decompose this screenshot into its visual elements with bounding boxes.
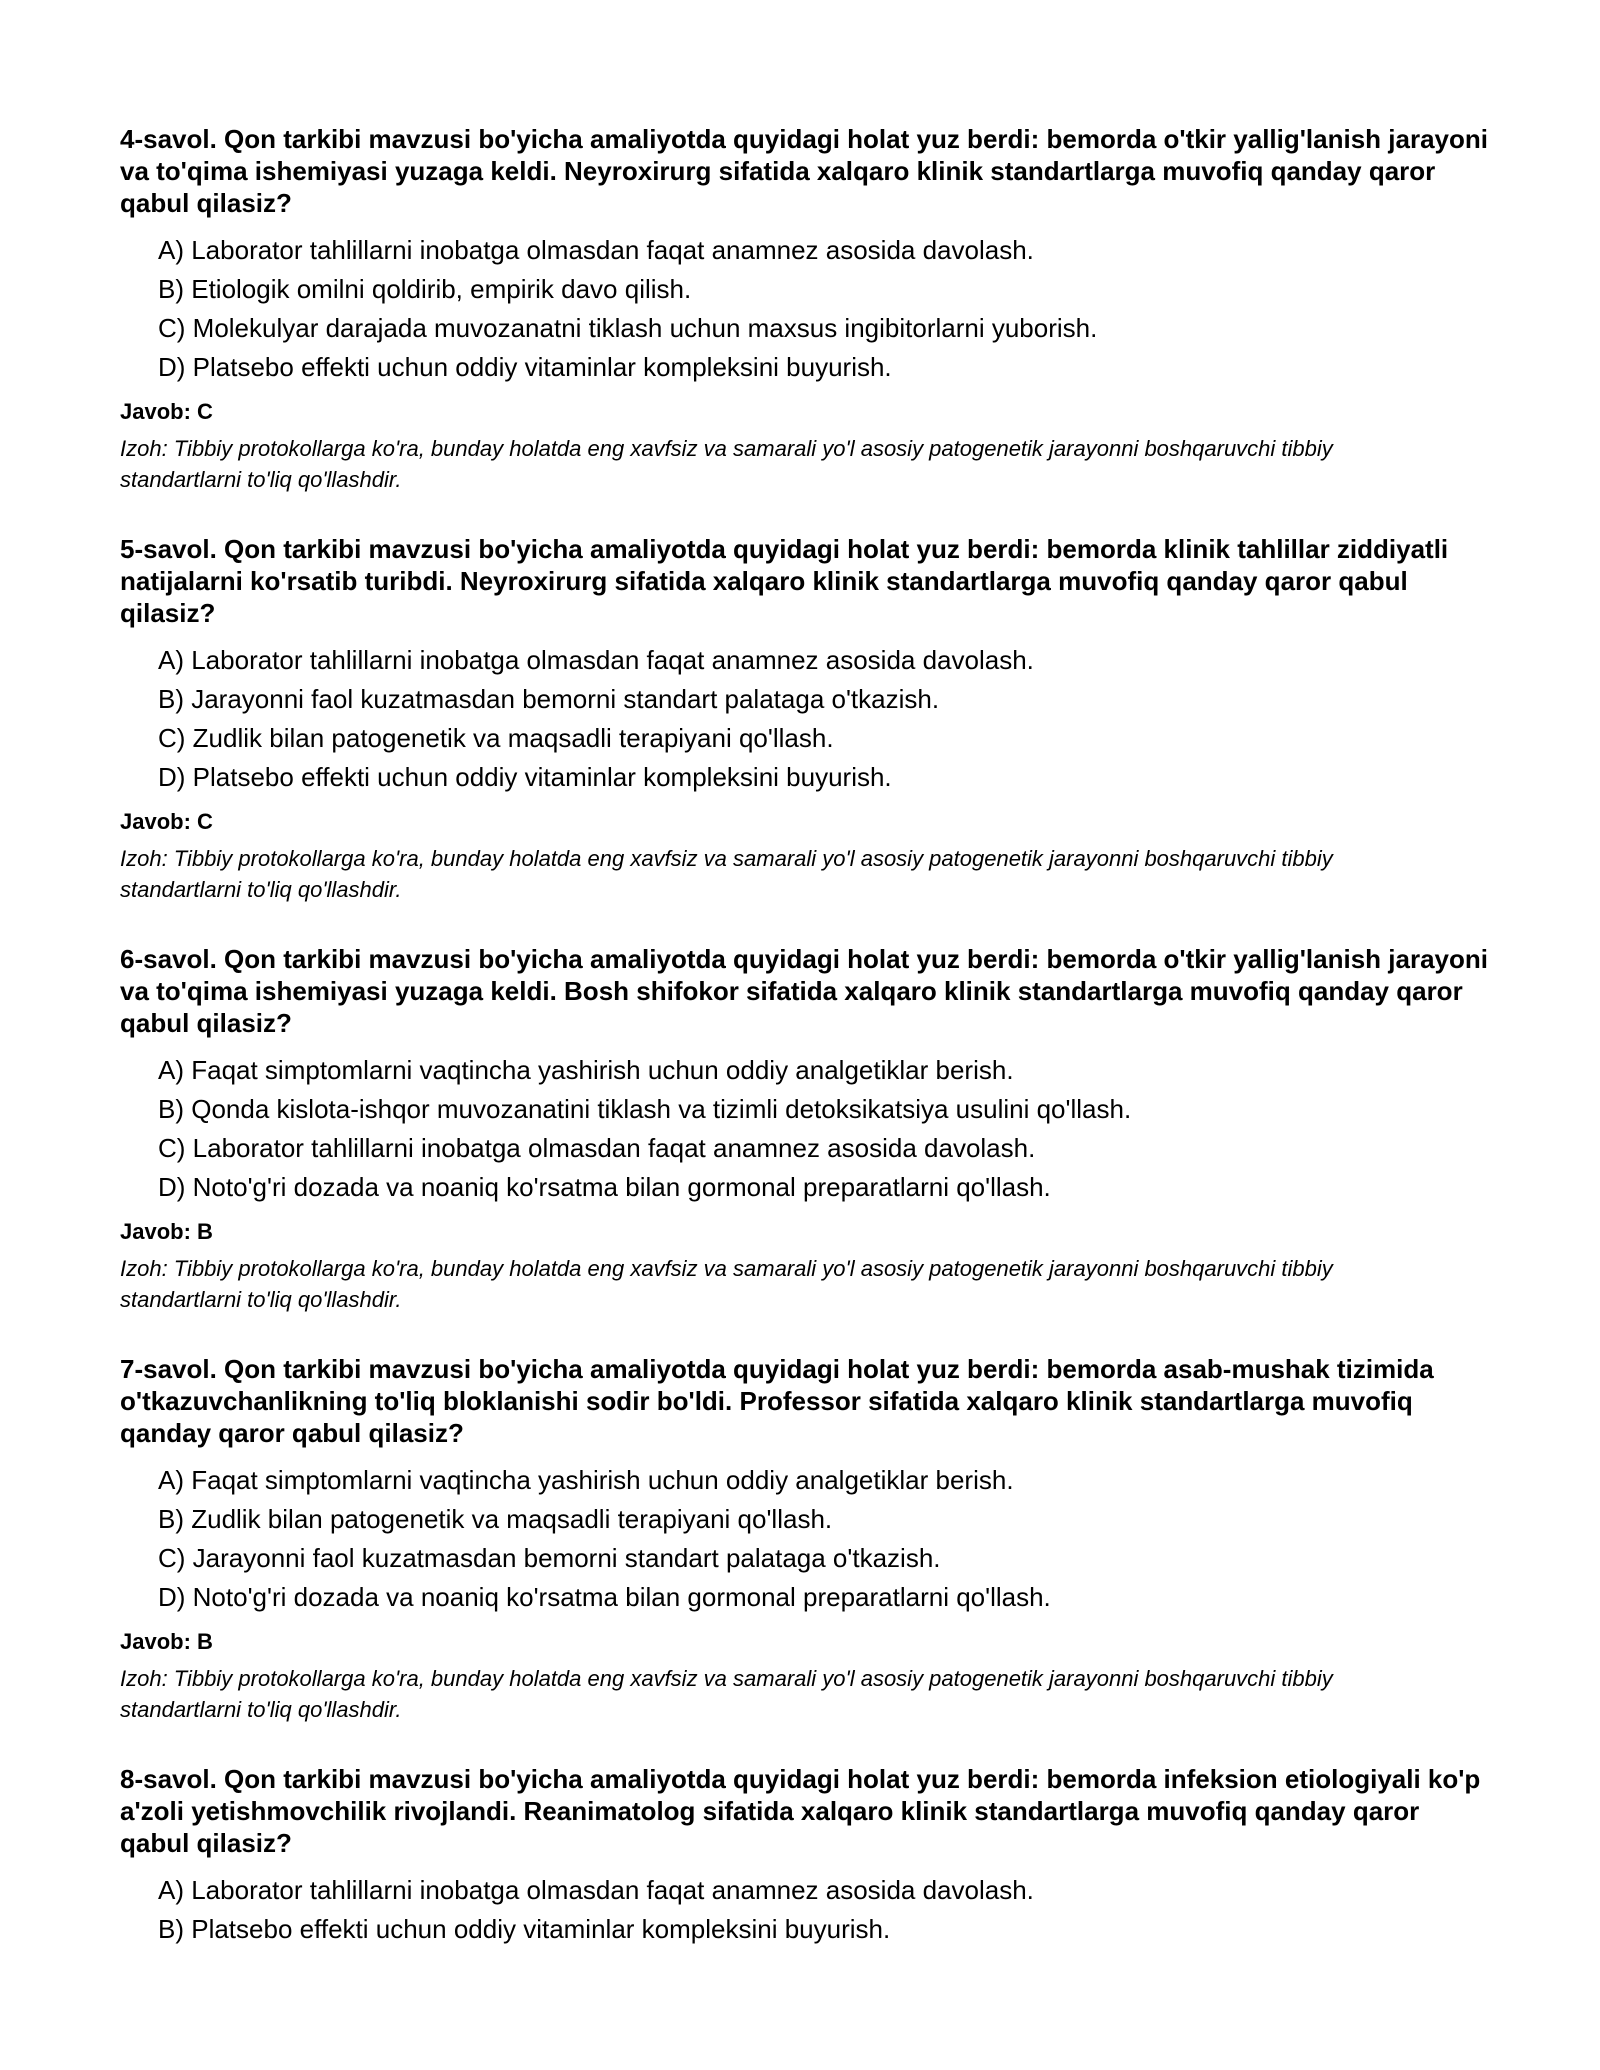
answer-label: Javob: B [120,1219,213,1244]
option-a: A) Faqat simptomlarni vaqtincha yashirish uchun oddiy analgetiklar berish. [158,1055,1014,1085]
question-title: 5-savol. Qon tarkibi mavzusi bo'yicha amaliyotda quyidagi holat yuz berdi: bemorda klinik tahlillar ziddiyatli natijalarni ko'rsatib turibdi. Neyroxirurg sifatida xalqaro klinik standartlarga muvofiq qanday qaror qabul qilasiz? [120,534,1449,628]
question-block [120,1353,1490,1725]
option-list [120,231,1490,387]
explanation-note: Izoh: Tibbiy protokollarga ko'ra, bunday holatda eng xavfsiz va samarali yo'l asosiy patogenetik jarayonni boshqaruvchi tibbiy standartlarni to'liq qo'llashdir. [120,846,1333,902]
option-b: B) Qonda kislota-ishqor muvozanatini tiklash va tizimli detoksikatsiya usulini qo'llash. [158,1094,1132,1124]
option-c: C) Jarayonni faol kuzatmasdan bemorni standart palataga o'tkazish. [158,1543,941,1573]
question-block [120,1763,1490,1949]
question-title: 7-savol. Qon tarkibi mavzusi bo'yicha amaliyotda quyidagi holat yuz berdi: bemorda asab-mushak tizimida o'tkazuvchanlikning to'liq bloklanishi sodir bo'ldi. Professor sifatida xalqaro klinik standartlarga muvofiq qanday qaror qabul qilasiz? [120,1354,1434,1448]
option-b: B) Platsebo effekti uchun oddiy vitaminlar kompleksini buyurish. [158,1914,891,1944]
option-b: B) Zudlik bilan patogenetik va maqsadli terapiyani qo'llash. [158,1504,833,1534]
question-block [120,533,1490,905]
option-list [120,1461,1490,1617]
option-c: C) Zudlik bilan patogenetik va maqsadli terapiyani qo'llash. [158,723,834,753]
option-list [120,1871,1490,1949]
answer-label: Javob: C [120,809,213,834]
question-title: 4-savol. Qon tarkibi mavzusi bo'yicha amaliyotda quyidagi holat yuz berdi: bemorda o'tkir yallig'lanish jarayoni va to'qima ishemiyasi yuzaga keldi. Neyroxirurg sifatida xalqaro klinik standartlarga muvofiq qanday qaror qabul qilasiz? [120,124,1488,218]
explanation-note: Izoh: Tibbiy protokollarga ko'ra, bunday holatda eng xavfsiz va samarali yo'l asosiy patogenetik jarayonni boshqaruvchi tibbiy standartlarni to'liq qo'llashdir. [120,1666,1333,1722]
option-d: D) Platsebo effekti uchun oddiy vitaminlar kompleksini buyurish. [158,352,892,382]
answer-label: Javob: C [120,399,213,424]
question-block [120,123,1490,495]
option-d: D) Noto'g'ri dozada va noaniq ko'rsatma bilan gormonal preparatlarni qo'llash. [158,1582,1051,1612]
option-a: A) Laborator tahlillarni inobatga olmasdan faqat anamnez asosida davolash. [158,1875,1034,1905]
document-page [120,123,1490,1987]
answer-label: Javob: B [120,1629,213,1654]
question-title: 6-savol. Qon tarkibi mavzusi bo'yicha amaliyotda quyidagi holat yuz berdi: bemorda o'tkir yallig'lanish jarayoni va to'qima ishemiyasi yuzaga keldi. Bosh shifokor sifatida xalqaro klinik standartlarga muvofiq qanday qaror qabul qilasiz? [120,944,1488,1038]
option-a: A) Laborator tahlillarni inobatga olmasdan faqat anamnez asosida davolash. [158,235,1034,265]
option-b: B) Etiologik omilni qoldirib, empirik davo qilish. [158,274,692,304]
option-d: D) Platsebo effekti uchun oddiy vitaminlar kompleksini buyurish. [158,762,892,792]
question-block [120,943,1490,1315]
option-c: C) Laborator tahlillarni inobatga olmasdan faqat anamnez asosida davolash. [158,1133,1036,1163]
option-b: B) Jarayonni faol kuzatmasdan bemorni standart palataga o'tkazish. [158,684,940,714]
explanation-note: Izoh: Tibbiy protokollarga ko'ra, bunday holatda eng xavfsiz va samarali yo'l asosiy patogenetik jarayonni boshqaruvchi tibbiy standartlarni to'liq qo'llashdir. [120,436,1333,492]
option-list [120,641,1490,797]
option-d: D) Noto'g'ri dozada va noaniq ko'rsatma bilan gormonal preparatlarni qo'llash. [158,1172,1051,1202]
question-title: 8-savol. Qon tarkibi mavzusi bo'yicha amaliyotda quyidagi holat yuz berdi: bemorda infeksion etiologiyali ko'p a'zoli yetishmovchilik rivojlandi. Reanimatolog sifatida xalqaro klinik standartlarga muvofiq qanday qaror qabul qilasiz? [120,1764,1481,1858]
option-list [120,1051,1490,1207]
explanation-note: Izoh: Tibbiy protokollarga ko'ra, bunday holatda eng xavfsiz va samarali yo'l asosiy patogenetik jarayonni boshqaruvchi tibbiy standartlarni to'liq qo'llashdir. [120,1256,1333,1312]
option-a: A) Laborator tahlillarni inobatga olmasdan faqat anamnez asosida davolash. [158,645,1034,675]
option-c: C) Molekulyar darajada muvozanatni tiklash uchun maxsus ingibitorlarni yuborish. [158,313,1098,343]
option-a: A) Faqat simptomlarni vaqtincha yashirish uchun oddiy analgetiklar berish. [158,1465,1014,1495]
